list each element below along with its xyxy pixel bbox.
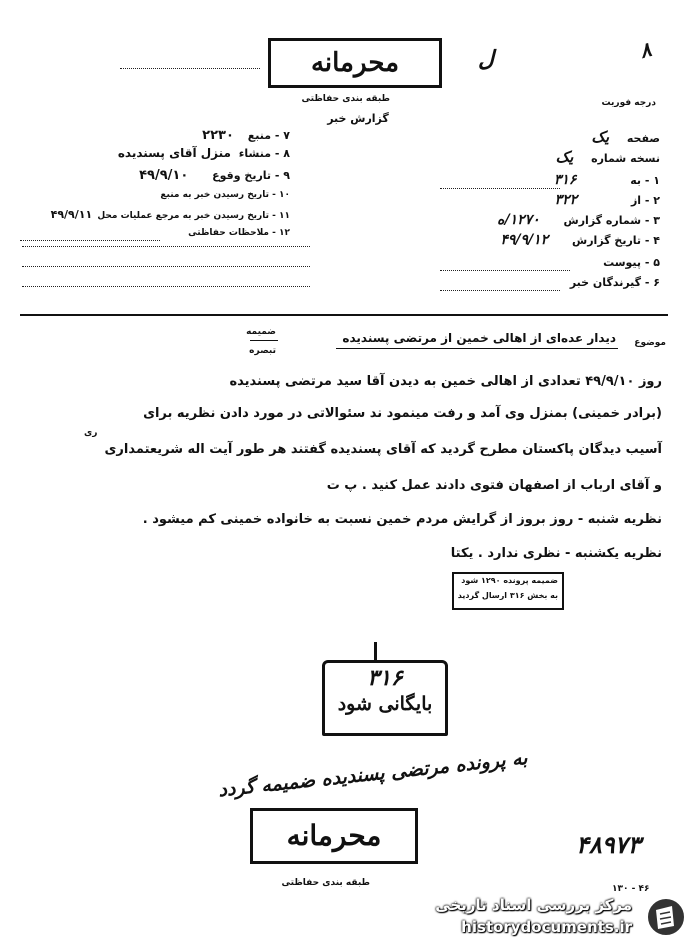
handwritten-number: ۴۸۹۷۳ — [576, 830, 641, 859]
form-row — [440, 128, 660, 146]
subject-side-bottom: تبصره — [249, 346, 276, 356]
blank-line — [22, 266, 310, 267]
form-label: صفحه — [626, 132, 660, 145]
body-line: (برادر خمینی) بمنزل وی آمد و رفت مینمود ند سئوالاتی در مورد دادن نظریه برای — [143, 406, 662, 421]
form-value: ۳۲۲ — [554, 192, 578, 208]
form-value: ۴۹/۹/۱۱ — [50, 208, 93, 221]
routing-note-box — [452, 572, 564, 610]
body-line: روز ۴۹/۹/۱۰ تعدادی از اهالی خمین به دیدن آقا سید مرتضی پسندیده — [229, 374, 662, 389]
form-value: ۴۹/۹/۱۰ — [139, 168, 189, 183]
form-row — [440, 232, 660, 248]
archive-stamp-mark — [374, 642, 377, 662]
form-label: ۱۱ - تاریخ رسیدن خبر به مرجع عملیات محل — [97, 211, 290, 221]
form-value: ۴۹/۹/۱۲ — [500, 232, 549, 248]
corner-handwriting: ۸ — [637, 37, 654, 63]
form-label: ۷ - منبع — [247, 129, 290, 142]
bottom-stamp-text: محرمانه — [286, 819, 382, 852]
inline-note: ری — [84, 428, 98, 438]
form-row — [440, 276, 660, 289]
archive-stamp-number: ۳۱۶ — [367, 665, 403, 691]
top-confidential-stamp — [268, 38, 442, 88]
subject-rule — [336, 348, 618, 349]
form-label: ۱ - به — [630, 174, 660, 187]
form-value: منزل آقای پسندیده — [117, 146, 231, 160]
form-row — [20, 146, 290, 160]
form-dots — [440, 290, 560, 291]
form-label: ۴ - تاریخ گزارش — [572, 234, 660, 247]
form-label: ۸ - منشاء — [238, 147, 290, 160]
priority-label: درجه فوریت — [601, 98, 656, 108]
body-line: و آقای ارباب از اصفهان فتوی دادند عمل کنید . پ ت — [326, 478, 662, 493]
form-row — [440, 148, 660, 166]
bottom-stamp-subtitle: طبقه بندی حفاظتی — [281, 878, 370, 888]
top-stamp-subtitle: طبقه بندی حفاظتی — [301, 94, 390, 104]
form-row — [440, 212, 660, 228]
body-line: آسیب دیدگان پاکستان مطرح گردید که آقای پسندیده گفتند هر طور آیت اله شریعتمداری — [104, 442, 662, 457]
form-label: ۹ - تاریخ وقوع — [212, 169, 290, 182]
routing-note-line: به بخش ۳۱۶ ارسال گردید — [457, 591, 558, 600]
form-row — [20, 190, 290, 200]
report-title: گزارش خبر — [327, 112, 389, 125]
watermark — [394, 892, 694, 942]
footer-code: ۱۳۰ - ۴۶ — [612, 884, 650, 894]
form-label: نسخه شماره — [591, 152, 660, 165]
subject-top-rule — [20, 314, 668, 316]
form-value: ۱۲۷۰/ه — [497, 212, 540, 228]
top-dots-left — [120, 68, 260, 69]
form-label: ۳ - شماره گزارش — [563, 214, 660, 227]
form-label: ۱۰ - تاریخ رسیدن خبر به منبع — [160, 190, 290, 200]
handwritten-note: به پرونده مرتضی پسندیده ضمیمه گردد — [217, 746, 529, 802]
form-value: ۲۲۳۰ — [202, 128, 234, 143]
blank-line — [22, 286, 310, 287]
body-line: نظریه یکشنبه - نظری ندارد . یکتا — [450, 546, 662, 561]
archive-stamp — [322, 660, 448, 736]
watermark-url: historydocuments.ir — [461, 918, 632, 936]
form-label: ۵ - پیوست — [603, 256, 660, 269]
form-label: ۶ - گیرندگان خبر — [569, 276, 660, 289]
bottom-confidential-stamp — [250, 808, 418, 864]
form-value: یک — [555, 148, 574, 166]
routing-note-line: ضمیمه پرونده ۱۲۹۰ شود — [461, 576, 558, 585]
form-row — [440, 256, 660, 269]
form-value: ۳۱۶ — [553, 172, 577, 188]
subject-side-rule — [250, 340, 278, 341]
form-row — [20, 208, 290, 221]
form-row — [440, 192, 660, 208]
watermark-logo-icon — [644, 896, 688, 938]
form-row — [440, 172, 660, 188]
top-stamp-text: محرمانه — [310, 48, 400, 78]
top-stamp-mark: ل — [478, 46, 494, 72]
form-row — [20, 168, 290, 183]
watermark-text-name: مرکز بررسی اسناد تاریخی — [435, 896, 632, 914]
form-value: یک — [591, 128, 609, 146]
blank-line — [22, 246, 310, 247]
archive-stamp-text: بایگانی شود — [337, 693, 433, 715]
body-line: نظریه شنبه - روز بروز از گرایش مردم خمین نسبت به خانواده خمینی کم میشود . — [142, 512, 662, 527]
form-label: ۲ - از — [630, 194, 660, 207]
form-row — [20, 228, 290, 238]
subject-side-top: ضمیمه — [246, 327, 276, 337]
form-dots — [440, 188, 560, 189]
form-dots — [440, 270, 570, 271]
form-dots — [20, 240, 160, 241]
form-row — [20, 128, 290, 143]
subject-text: دیدار عده‌ای از اهالی خمین از مرتضی پسندیده — [342, 331, 616, 345]
subject-label: موضوع — [634, 338, 666, 348]
form-label: ۱۲ - ملاحظات حفاظتی — [188, 228, 290, 238]
